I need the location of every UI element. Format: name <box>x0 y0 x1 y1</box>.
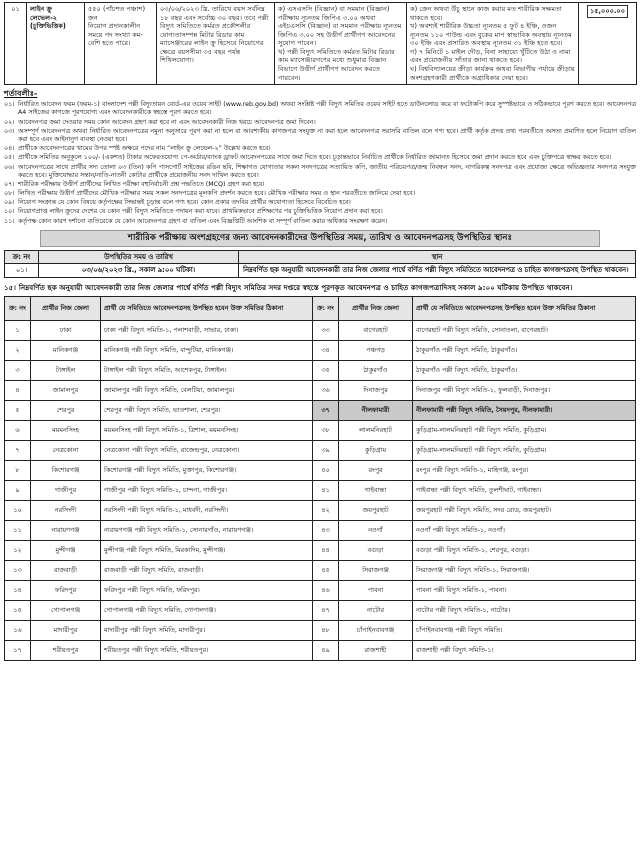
district-name: মাদারীপুর <box>31 620 101 640</box>
table-row <box>5 420 636 440</box>
district-name: নেত্রকোনা <box>31 440 101 460</box>
office-address: ময়মনসিংহ পল্লী বিদ্যুৎ সমিতি-১, ত্রিশাল, ময়মনসিংহ। <box>101 420 313 440</box>
table-row <box>5 620 636 640</box>
district-name: ময়মনসিংহ <box>31 420 101 440</box>
condition-item <box>4 218 636 226</box>
office-address: নওগাঁ পল্লী বিদ্যুৎ সমিতি-১, নওগাঁ। <box>413 520 636 540</box>
job-vacancy: ৫৫০ (পাঁচশত পঞ্চাশ) জন নিয়োগ প্রদানকালীন সময়ে পদ সংখ্যা কম-বেশি হতে পারে। <box>85 3 157 85</box>
table-row <box>5 540 636 560</box>
district-number: ৪৩ <box>313 520 339 540</box>
district-name: নাটোর <box>339 600 413 620</box>
district-name: পঞ্চগড় <box>339 340 413 360</box>
venue-section-title: শারীরিক পরীক্ষায় অংশগ্রহণের জন্য আবেদনকারীদের উপস্থিতির সময়, তারিখ ও আবেদনপত্রসহ উপস্থিতির স্থানঃ <box>40 230 600 247</box>
condition-number: ০৩। <box>4 127 15 135</box>
table-row <box>5 500 636 520</box>
exam-row-time: ০৩/০৬/২০২৩ খ্রি., সকাল ৯:০০ ঘটিকা। <box>39 264 239 278</box>
condition-item <box>4 145 636 153</box>
office-address: রংপুর পল্লী বিদ্যুৎ সমিতি-১, মাহিগঞ্জ, রংপুর। <box>413 460 636 480</box>
condition-item <box>4 181 636 189</box>
district-name: নীলফামারী <box>339 400 413 420</box>
exam-row-no: ০১। <box>5 264 39 278</box>
office-address: দিনাজপুর পল্লী বিদ্যুৎ সমিতি-১, ফুলবাড়ী, দিনাজপুর। <box>413 380 636 400</box>
district-name: রাজশাহী <box>339 640 413 660</box>
district-number: ৩৮ <box>313 420 339 440</box>
office-address: ফরিদপুর পল্লী বিদ্যুৎ সমিতি, ফরিদপুর। <box>101 580 313 600</box>
condition-number: ০৭। <box>4 180 15 188</box>
condition-text: প্রার্থীকে সমিতির অনুকূলে ১০০/- (একশত) টাকার অফেরতযোগ্য পে-অর্ডার/ব্যাংক ড্রাফট আবেদনপত্রের সাথে জমা দিতে হবে। চূড়ান্তভাবে নির্বাচিত প্রার্থীকে নির্ধারিত জামানত হিসেবে জমা প্রদান করতে হবে এবং চুক্তিপত্রে স্বাক্ষর করতে হবে। <box>18 154 612 162</box>
table-row <box>5 520 636 540</box>
district-name: কিশোরগঞ্জ <box>31 460 101 480</box>
condition-text: কর্তৃপক্ষ কোন কারণ দর্শানো ব্যতিরেকে যে কোন আবেদনপত্র গ্রহণ বা বাতিল এবং বিজ্ঞপ্তিটি আংশিক বা সম্পূর্ণ বাতিল করার অধিকার সংরক্ষণ করেন। <box>18 217 388 225</box>
office-address: ঠাকুরগাঁও পল্লী বিদ্যুৎ সমিতি, ঠাকুরগাঁও। <box>413 340 636 360</box>
condition-item <box>4 164 636 180</box>
condition-number: ০৬। <box>4 163 15 171</box>
district-number: ৩৯ <box>313 440 339 460</box>
condition-text: শারীরিক পরীক্ষায় উত্তীর্ণ প্রার্থীদের লিখিত পরীক্ষা বহুনির্বাচনী প্রশ্ন পদ্ধতিতে (MCQ) গ্রহণ করা হবে। <box>18 180 265 188</box>
office-address: গাজীপুর পল্লী বিদ্যুৎ সমিতি-১, চান্দনা, গাজীপুর। <box>101 480 313 500</box>
office-address: শরীয়তপুর পল্লী বিদ্যুৎ সমিতি, শরীয়তপুর। <box>101 640 313 660</box>
condition-number: ০৪। <box>4 145 15 153</box>
header-no-left: ক্র: নং <box>5 296 31 320</box>
district-number: ৩ <box>5 360 31 380</box>
district-number: ১৭ <box>5 640 31 660</box>
office-address: কিশোরগঞ্জ পল্লী বিদ্যুৎ সমিতি, মুক্তাপুর, কিশোরগঞ্জ। <box>101 460 313 480</box>
table-row <box>5 560 636 580</box>
condition-text: আবেদনপত্র জমা দেওয়ার সময় কোন আবেদন গ্রহণ করা হবে না এবং আবেদনকারী নিজ খরচে আবেদনপত্র জমা দিবেন। <box>18 118 316 126</box>
office-address: মাদারীপুর পল্লী বিদ্যুৎ সমিতি, মাদারীপুর। <box>101 620 313 640</box>
district-number: ২ <box>5 340 31 360</box>
condition-text: নিয়োগ সংক্রান্ত যে কোন বিষয়ে কর্তৃপক্ষের সিদ্ধান্তই চূড়ান্ত বলে গণ্য হবে। কোন প্রকার তদবির প্রার্থীর অযোগ্যতা হিসেবে বিবেচিত হবে। <box>18 199 351 207</box>
job-table <box>4 2 637 85</box>
district-name: টাঙ্গাইল <box>31 360 101 380</box>
table-row <box>5 600 636 620</box>
office-address: কুড়িগ্রাম-লালমনিরহাট পল্লী বিদ্যুৎ সমিতি, কুড়িগ্রাম। <box>413 440 636 460</box>
district-name: মানিকগঞ্জ <box>31 340 101 360</box>
district-name: নরসিংদী <box>31 500 101 520</box>
header-office-left: প্রার্থী যে সমিতিতে আবেদনপত্রসহ উপস্থিত হবেন উক্ত সমিতির ঠিকানা <box>101 296 313 320</box>
district-name: দিনাজপুর <box>339 380 413 400</box>
table-row <box>5 360 636 380</box>
office-address: জয়পুরহাট পল্লী বিদ্যুৎ সমিতি, সদর রোড, জয়পুরহাট। <box>413 500 636 520</box>
district-number: ১২ <box>5 540 31 560</box>
table-row <box>5 460 636 480</box>
district-number: ১১ <box>5 520 31 540</box>
office-address: মুন্সীগঞ্জ পল্লী বিদ্যুৎ সমিতি, মিরকাদিম, মুন্সীগঞ্জ। <box>101 540 313 560</box>
district-number: ৪৭ <box>313 600 339 620</box>
office-address: নীলফামারী পল্লী বিদ্যুৎ সমিতি, সৈয়দপুর, নীলফামারী। <box>413 400 636 420</box>
condition-item <box>4 190 636 198</box>
condition-number: ০১। <box>4 101 15 109</box>
district-name: ঠাকুরগাঁও <box>339 360 413 380</box>
job-row-no: ০১ <box>5 3 27 85</box>
condition-item <box>4 128 636 144</box>
district-name: গাজীপুর <box>31 480 101 500</box>
header-office-right: প্রার্থী যে সমিতিতে আবেদনপত্রসহ উপস্থিত হবেন উক্ত সমিতির ঠিকানা <box>413 296 636 320</box>
table-row <box>5 380 636 400</box>
office-address: কুড়িগ্রাম-লালমনিরহাট পল্লী বিদ্যুৎ সমিতি, কুড়িগ্রাম। <box>413 420 636 440</box>
office-address: শেরপুর পল্লী বিদ্যুৎ সমিতি, ভাতশালা, শেরপুর। <box>101 400 313 420</box>
exam-row-place: নিম্নবর্ণিত ছক অনুযায়ী আবেদনকারী তার নিজ জেলার পার্শ্বে বর্ণিত পল্লী বিদ্যুৎ সমিতিতে আবেদনপত্র ও চাহিত কাগজপত্রসহ উপস্থিত থাকবেন। <box>239 264 636 278</box>
condition-item <box>4 199 636 207</box>
office-address: গাইবান্ধা পল্লী বিদ্যুৎ সমিতি, তুলশীঘাট, গাইবান্ধা। <box>413 480 636 500</box>
office-table-header <box>5 296 636 320</box>
district-number: ৩৪ <box>313 340 339 360</box>
district-number: ৪ <box>5 380 31 400</box>
instruction-text: নিম্নবর্ণিত ছক অনুযায়ী আবেদনকারী তার নিজ জেলার পার্শ্বে বর্ণিত পল্লী বিদ্যুৎ সমিতির সদর দপ্তরে স্বহস্তে পূরণকৃত আবেদনপত্র ও চাহিত কাগজপত্রাদিসহ সকাল ৯:০০ ঘটিকায় উপস্থিত থাকবেন। <box>18 283 573 293</box>
district-number: ৪৯ <box>313 640 339 660</box>
district-number: ৮ <box>5 460 31 480</box>
district-name: ফরিদপুর <box>31 580 101 600</box>
district-name: নওগাঁ <box>339 520 413 540</box>
office-address: সিরাজগঞ্জ পল্লী বিদ্যুৎ সমিতি-১, সিরাজগঞ্জ। <box>413 560 636 580</box>
district-number: ৪৪ <box>313 540 339 560</box>
condition-item <box>4 119 636 127</box>
office-address: পাবনা পল্লী বিদ্যুৎ সমিতি-১, পাবনা। <box>413 580 636 600</box>
office-address: ঢাকা পল্লী বিদ্যুৎ সমিতি-১, পলাশবাড়ী, সাভার, ঢাকা। <box>101 320 313 340</box>
office-address: জামালপুর পল্লী বিদ্যুৎ সমিতি, বেলটিয়া, জামালপুর। <box>101 380 313 400</box>
job-salary-cell <box>579 3 637 85</box>
header-district-left: প্রার্থীর নিজ জেলা <box>31 296 101 320</box>
office-address: রাজশাহী পল্লী বিদ্যুৎ সমিতি-১। <box>413 640 636 660</box>
job-age-limit: ০৩/০৬/২০২৩ খ্রি. তারিখে বয়স সর্বনিম্ন ১৮ বছর এবং সর্বোচ্চ ৩০ বছর। তবে পল্লী বিদ্যুৎ সমিতিতে কর্মরত প্রকৌশলীর যোগ্যতাসম্পন্ন মিটার রিডার কাম ম্যাসেঞ্জারের লাইন ক্রু হিসেবে নিয়োগের ক্ষেত্রে বয়সসীমা ৩৫ বছর পর্যন্ত শিথিলযোগ্য। <box>157 3 275 85</box>
table-row <box>5 400 636 420</box>
exam-schedule-table <box>4 250 636 278</box>
job-salary: ১৫,০০০.০০ <box>587 5 628 18</box>
exam-header-place: স্থান <box>239 250 636 264</box>
district-number: ১৪ <box>5 580 31 600</box>
district-name: বগুড়া <box>339 540 413 560</box>
office-address: নারায়ণগঞ্জ পল্লী বিদ্যুৎ সমিতি-১, সোনারগাঁও, নারায়ণগঞ্জ। <box>101 520 313 540</box>
condition-number: ০৯। <box>4 199 15 207</box>
district-number: ৬ <box>5 420 31 440</box>
condition-number: ০২। <box>4 118 15 126</box>
table-row <box>5 640 636 660</box>
district-number: ১৫ <box>5 600 31 620</box>
exam-header-no: ক্র: নং <box>5 250 39 264</box>
job-row <box>5 3 637 85</box>
district-name: রংপুর <box>339 460 413 480</box>
district-number: ৩৩ <box>313 320 339 340</box>
condition-text: নির্ধারিত আবেদন ফরম (ফরম-১) বাংলাদেশ পল্লী বিদ্যুতায়ন বোর্ড-এর ওয়েব সাইট (www.reb.gov.bd) অথবা সংশ্লিষ্ট পল্লী বিদ্যুৎ সমিতির ওয়েব সাইট হতে ডাউনলোড করে বা ফটোকপি করে সুস্পষ্টভাবে ও সঠিকভাবে পূরণ করতে হবে। আবেদনপত্র A4 সাইজের কাগজে পূরণযোগ্য এবং আবেদনকারীকে স্বহস্তে পূরণ করতে হবে। <box>18 101 636 117</box>
office-address: নাটোর পল্লী বিদ্যুৎ সমিতি-১, নাটোর। <box>413 600 636 620</box>
table-row <box>5 580 636 600</box>
district-number: ১৩ <box>5 560 31 580</box>
job-physical-requirements: ক) ক্রেন অথবা উঁচু স্থানে কাজ করার মত শারীরিক সক্ষমতা থাকতে হবে। খ) অবশ্যই শারীরিক উচ্চতা ন্যূনতম ৫ ফুট ৪ ইঞ্চি, ওজন ন্যূনতম ১১০ পাউন্ড এবং বুকের মাপ স্বাভাবিক অবস্থায় ন্যূনতম ৩০ ইঞ্চি এবং প্রসারিত অবস্থায় ন্যূনতম ৩১ ইঞ্চি হতে হবে। গ) ৭ মিনিটে ১ মাইল দৌড়, বিনা সাহায্যে খুঁটিতে উঠা ও নামা এবং প্রয়োজনীয় সাঁতার জানা থাকতে হবে। ঘ) বিশ্ববিদ্যালয়ের ক্রীড়া কার্যক্রম অথবা বিভাগীয় পর্যায়ে ক্রীড়ায় অংশগ্রহণকারী প্রার্থীকে অগ্রাধিকার দেয়া হবে। <box>407 3 579 85</box>
district-number: ৪৬ <box>313 580 339 600</box>
job-qualification: ক) এসএসসি (বিজ্ঞান) বা সমমান (বিজ্ঞান) পরীক্ষায় ন্যূনতম জিপিএ ৩.০০ অথবা এইচএসসি (বিজ্ঞান) বা সমমান পরীক্ষায় ন্যূনতম জিপিএ ৩.০০ সহ উত্তীর্ণ প্রার্থীগণ আবেদনের সুযোগ পাবেন। খ) পল্লী বিদ্যুৎ সমিতিতে কর্মরত মিটার রিডার কাম ম্যাসেঞ্জারগণের মধ্যে শুধুমাত্র বিজ্ঞান বিভাগে উত্তীর্ণ প্রার্থীগণ আবেদন করতে পারবেন। <box>275 3 407 85</box>
attendance-instruction <box>4 283 636 293</box>
district-name: জয়পুরহাট <box>339 500 413 520</box>
district-name: সিরাজগঞ্জ <box>339 560 413 580</box>
district-number: ৫ <box>5 400 31 420</box>
district-number: ৪৮ <box>313 620 339 640</box>
office-table-body <box>5 320 636 660</box>
office-address: ঠাকুরগাঁও পল্লী বিদ্যুৎ সমিতি, ঠাকুরগাঁও। <box>413 360 636 380</box>
district-number: ১৬ <box>5 620 31 640</box>
district-name: গোপালগঞ্জ <box>31 600 101 620</box>
condition-number: ১০। <box>4 208 15 216</box>
district-number: ৪৫ <box>313 560 339 580</box>
condition-item <box>4 101 636 117</box>
district-name: শেরপুর <box>31 400 101 420</box>
district-number: ৩৭ <box>313 400 339 420</box>
table-row <box>5 440 636 460</box>
condition-item <box>4 208 636 216</box>
table-row <box>5 320 636 340</box>
district-number: ৭ <box>5 440 31 460</box>
district-name: শরীয়তপুর <box>31 640 101 660</box>
office-address: চাঁপাইনবাবগঞ্জ পল্লী বিদ্যুৎ সমিতি। <box>413 620 636 640</box>
office-address: গোপালগঞ্জ পল্লী বিদ্যুৎ সমিতি, গোপালগঞ্জ। <box>101 600 313 620</box>
office-address: রাজবাড়ী পল্লী বিদ্যুৎ সমিতি, রাজবাড়ী। <box>101 560 313 580</box>
condition-text: প্রার্থীকে আবেদনপত্রের খামের উপর স্পষ্ট অক্ষরে পদের নাম “লাইন ক্রু লেভেল-২” উল্লেখ করতে হবে। <box>18 145 271 153</box>
district-number: ১ <box>5 320 31 340</box>
conditions-list <box>4 101 636 225</box>
district-name: রাজবাড়ী <box>31 560 101 580</box>
table-row <box>5 480 636 500</box>
table-row <box>5 340 636 360</box>
office-address: নেত্রকোনা পল্লী বিদ্যুৎ সমিতি, রাজেন্দ্রপুর, নেত্রকোনা। <box>101 440 313 460</box>
condition-text: নিয়োগপ্রাপ্ত লাইন ক্রুদের দেশের যে কোন পল্লী বিদ্যুৎ সমিতিতে পদায়ন করা যাবে। প্রাথমিকভাবে প্রশিক্ষণের পর চুক্তিভিত্তিক নিয়োগ প্রদান করা হবে। <box>18 208 383 216</box>
exam-table-header <box>5 250 636 264</box>
office-address: টাঙ্গাইল পল্লী বিদ্যুৎ সমিতি, আশেকপুর, টাঙ্গাইল। <box>101 360 313 380</box>
exam-header-time: উপস্থিতির সময় ও তারিখ <box>39 250 239 264</box>
header-district-right: প্রার্থীর নিজ জেলা <box>339 296 413 320</box>
district-number: ১০ <box>5 500 31 520</box>
district-number: ৩৬ <box>313 380 339 400</box>
district-name: লালমনিরহাট <box>339 420 413 440</box>
condition-text: আবেদনপত্রের সাথে প্রার্থীর সদ্য তোলা ০৩ (তিন) কপি পাসপোর্ট সাইজের রঙিন ছবি, শিক্ষাগত যোগ্যতার সকল সনদপত্রের সত্যায়িত কপি, জাতীয় পরিচয়পত্র/জন্ম নিবন্ধন সনদ, নাগরিকত্ব সনদপত্র এবং প্রযোজ্য ক্ষেত্রে অভিজ্ঞতার সনদপত্র সংযুক্ত করতে হবে। মুক্তিযোদ্ধার সন্তান/নাতি-নাতনী কোটার প্রার্থীকে প্রয়োজনীয় সনদ দাখিল করতে হবে। <box>18 163 636 179</box>
condition-number: ১১। <box>4 217 15 225</box>
district-name: কুড়িগ্রাম <box>339 440 413 460</box>
office-address: বাগেরহাট পল্লী বিদ্যুৎ সমিতি, সোনাতলা, বাগেরহাট। <box>413 320 636 340</box>
condition-text: লিখিত পরীক্ষায় উত্তীর্ণ প্রার্থীদের মৌখিক পরীক্ষার সময় সকল সনদপত্রের মূলকপি প্রদর্শন করতে হবে। মৌখিক পরীক্ষার সময় ও স্থান পরবর্তীতে জানিয়ে দেয়া হবে। <box>18 190 415 198</box>
condition-item <box>4 154 636 162</box>
district-number: ৪১ <box>313 480 339 500</box>
job-post: লাইন ক্রু লেভেল-২ (চুক্তিভিত্তিক) <box>27 3 85 85</box>
district-office-table <box>4 296 636 661</box>
exam-table-row <box>5 264 636 278</box>
condition-text: অসম্পূর্ণ আবেদনপত্র অথবা নির্ধারিত আবেদনপত্রের নমুনা অনুসারে পূরণ করা না হলে বা আবশ্যকীয় কাগজপত্র সংযুক্ত না করা হলে আবেদনপত্র সরাসরি বাতিল বলে গণ্য হবে। প্রার্থী কর্তৃক প্রদত্ত তথ্য পরবর্তীতে অসত্য প্রমাণিত হলে নিয়োগ বাতিল করা হবে এবং আইনানুগ ব্যবস্থা নেওয়া হবে। <box>18 127 636 143</box>
office-address: নরসিংদী পল্লী বিদ্যুৎ সমিতি-১, মাধবদী, নরসিংদী। <box>101 500 313 520</box>
district-name: পাবনা <box>339 580 413 600</box>
district-name: জামালপুর <box>31 380 101 400</box>
district-name: মুন্সীগঞ্জ <box>31 540 101 560</box>
header-no-right: ক্র: নং <box>313 296 339 320</box>
district-name: গাইবান্ধা <box>339 480 413 500</box>
district-number: ৪০ <box>313 460 339 480</box>
district-name: ঢাকা <box>31 320 101 340</box>
condition-number: ০৫। <box>4 154 15 162</box>
office-address: বগুড়া পল্লী বিদ্যুৎ সমিতি-১, শেরপুর, বগুড়া। <box>413 540 636 560</box>
district-name: নারায়ণগঞ্জ <box>31 520 101 540</box>
district-number: ৯ <box>5 480 31 500</box>
district-number: ৪২ <box>313 500 339 520</box>
district-name: বাগেরহাট <box>339 320 413 340</box>
office-address: মানিকগঞ্জ পল্লী বিদ্যুৎ সমিতি, বান্দুটিয়া, মানিকগঞ্জ। <box>101 340 313 360</box>
conditions-header: শর্তাবলীঃ- <box>4 89 38 99</box>
district-number: ৩৫ <box>313 360 339 380</box>
district-name: চাঁপাইনবাবগঞ্জ <box>339 620 413 640</box>
condition-number: ০৮। <box>4 190 15 198</box>
instruction-number: ১৫। <box>4 283 16 293</box>
